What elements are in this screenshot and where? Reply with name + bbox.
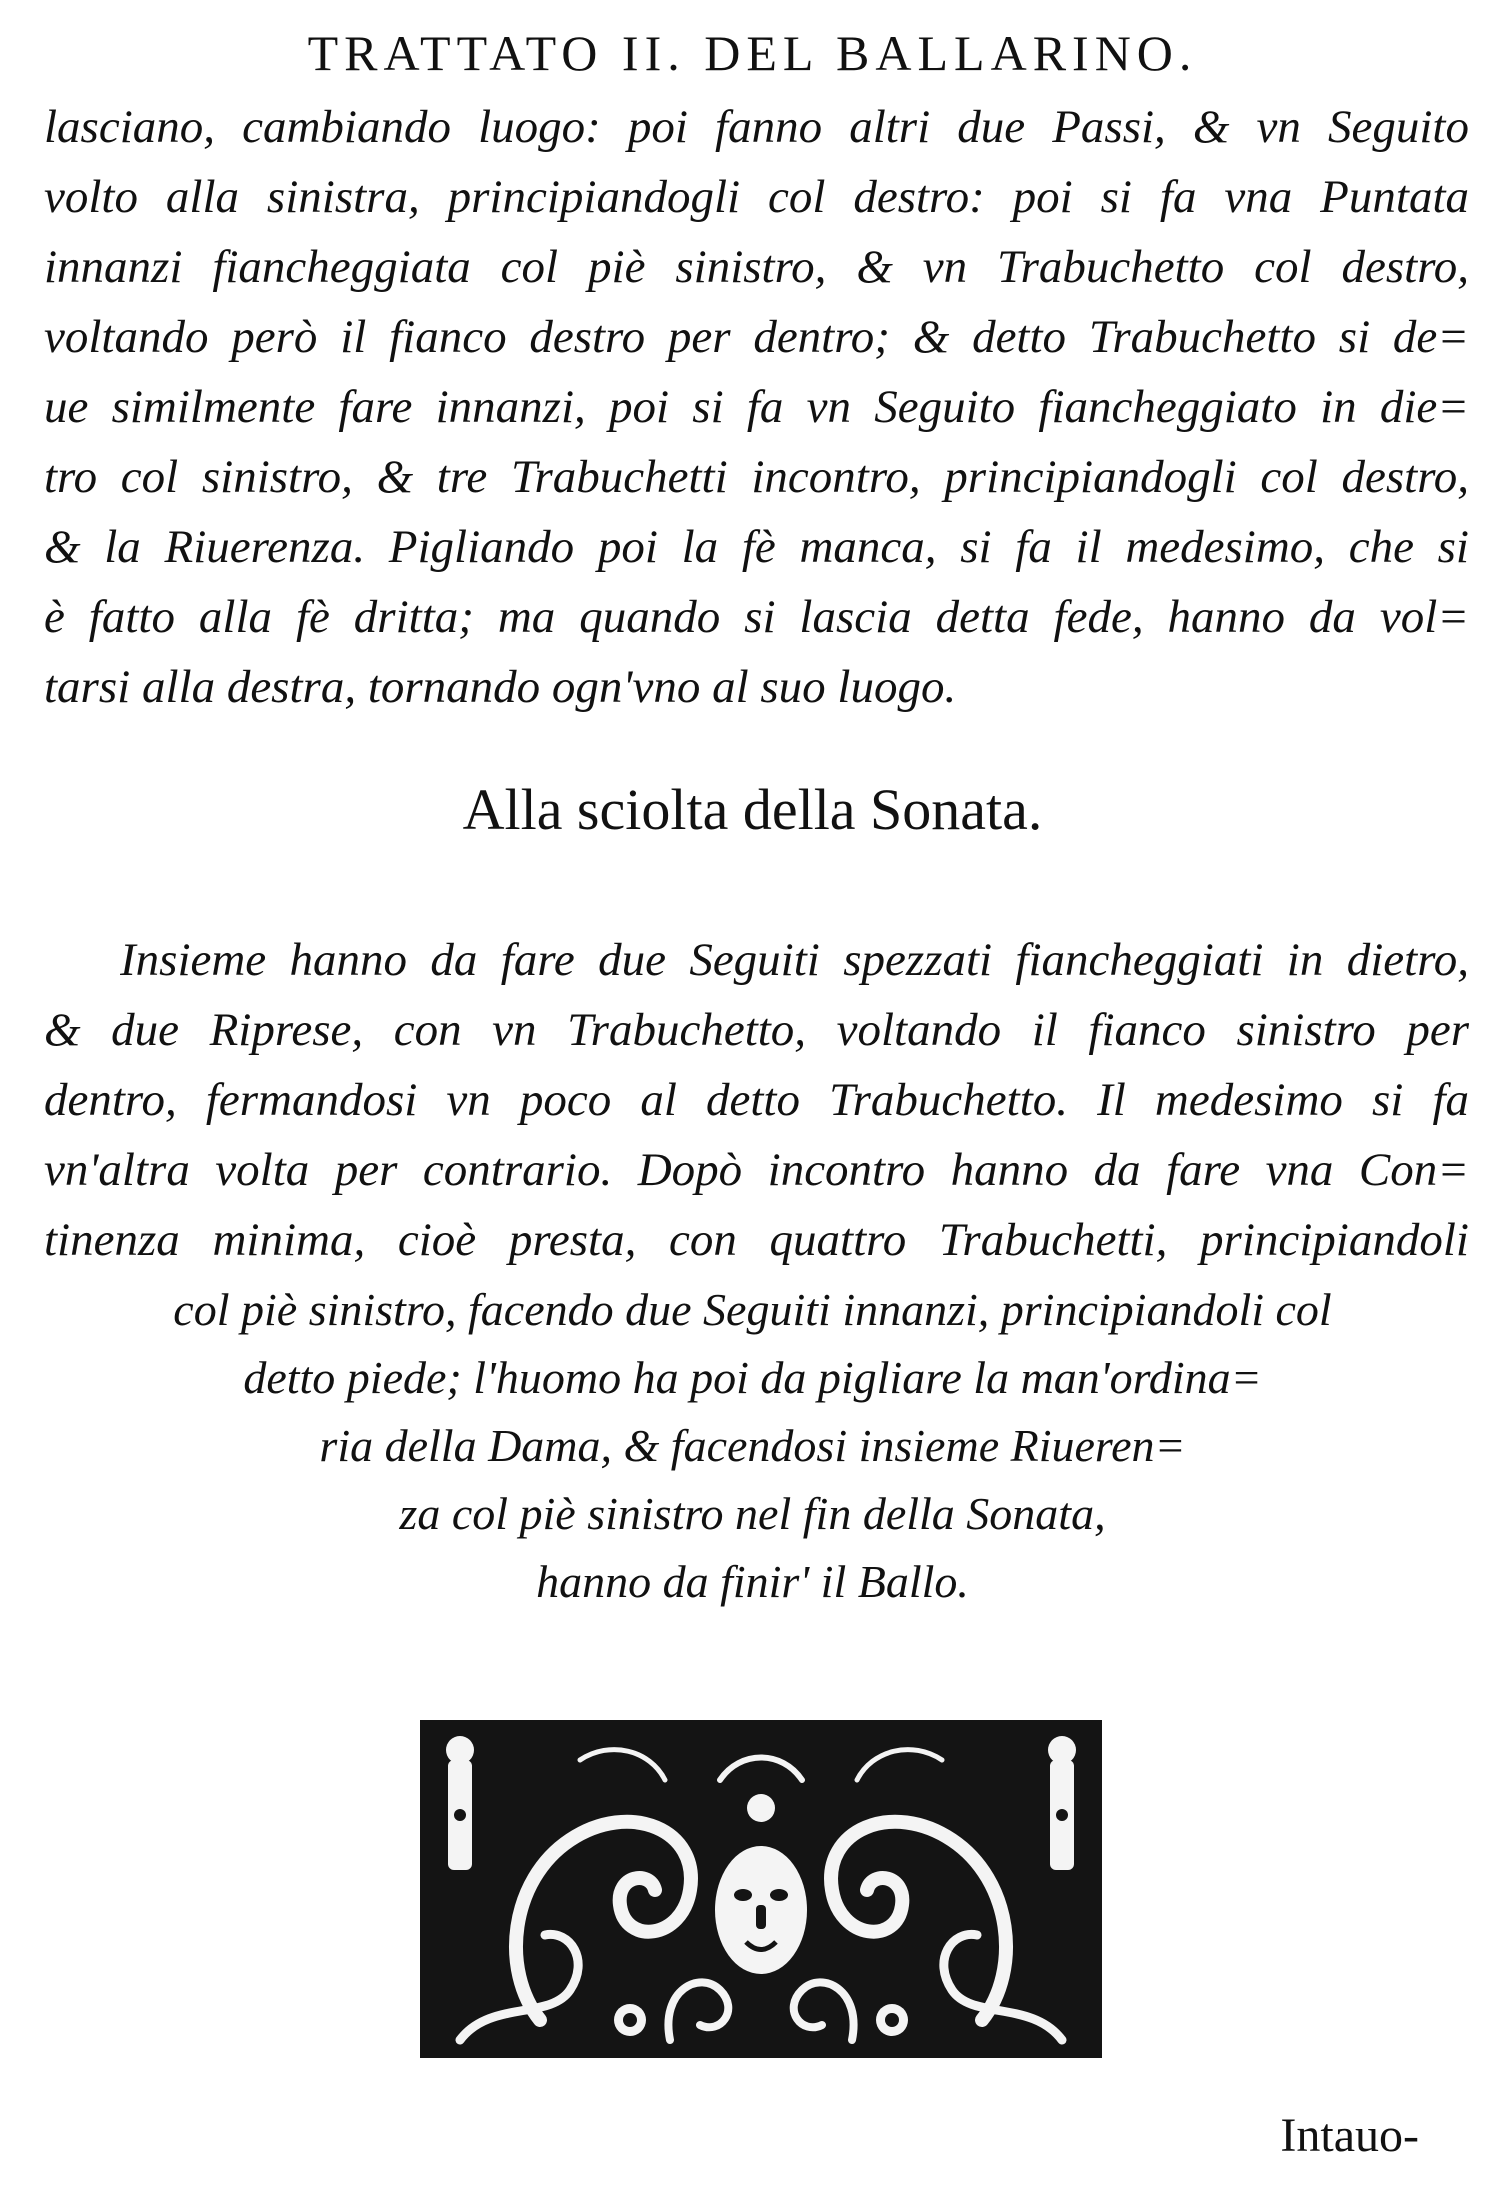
section-heading: Alla sciolta della Sonata. xyxy=(462,777,1043,842)
text-line: lasciano, cambiando luogo: poi fanno altri due Passi, & vn Seguito xyxy=(44,101,1469,153)
catchword: Intauo- xyxy=(1280,2109,1419,2162)
text-line: dentro, fermandosi vn poco al detto Trabuchetto. Il medesimo si fa xyxy=(44,1074,1469,1126)
text-line: tarsi alla destra, tornando ogn'vno al suo luogo. xyxy=(44,661,957,713)
text-line: detto piede; l'huomo ha poi da pigliare la man'ordina= xyxy=(243,1352,1262,1403)
text-line: ria della Dama, & facendosi insieme Riueren= xyxy=(319,1420,1186,1471)
text-line: vn'altra volta per contrario. Dopò incontro hanno da fare vna Con= xyxy=(44,1144,1469,1196)
running-head: TRATTATO II. DEL BALLARINO. xyxy=(307,25,1198,81)
text-line: tinenza minima, cioè presta, con quattro Trabuchetti, principiandoli xyxy=(44,1214,1469,1266)
text-line: volto alla sinistra, principiandogli col destro: poi si fa vna Puntata xyxy=(44,171,1469,223)
text-line: innanzi fiancheggiata col piè sinistro, & vn Trabuchetto col destro, xyxy=(44,241,1469,293)
text-line: hanno da finir' il Ballo. xyxy=(536,1556,969,1607)
text-line: è fatto alla fè dritta; ma quando si lascia detta fede, hanno da vol= xyxy=(44,591,1469,643)
text-line: tro col sinistro, & tre Trabuchetti incontro, principiandogli col destro, xyxy=(44,451,1469,503)
woodcut-ornament xyxy=(420,1720,1102,2058)
text-line: voltando però il fianco destro per dentro; & detto Trabuchetto si de= xyxy=(44,311,1469,363)
text-line: ue similmente fare innanzi, poi si fa vn Seguito fiancheggiato in die= xyxy=(44,381,1469,433)
text-line: & la Riuerenza. Pigliando poi la fè manca, si fa il medesimo, che si xyxy=(44,521,1469,573)
text-line: & due Riprese, con vn Trabuchetto, voltando il fianco sinistro per xyxy=(44,1004,1469,1056)
text-line: col piè sinistro, facendo due Seguiti innanzi, principiandoli col xyxy=(173,1284,1332,1335)
text-line: za col piè sinistro nel fin della Sonata, xyxy=(399,1488,1106,1539)
text-line: Insieme hanno da fare due Seguiti spezzati fiancheggiati in dietro, xyxy=(120,934,1469,986)
